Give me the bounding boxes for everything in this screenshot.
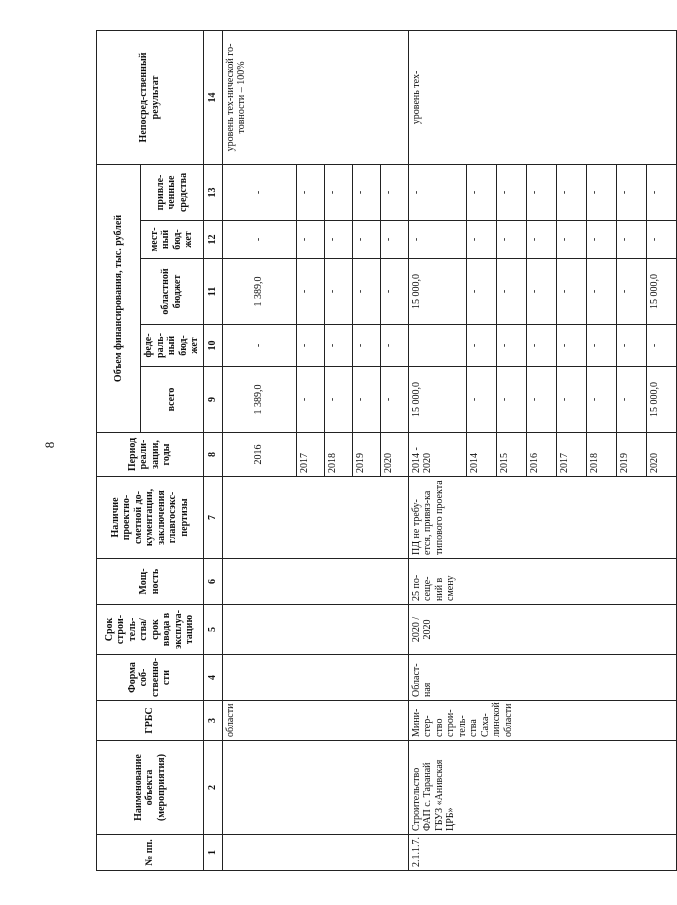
attracted-cell: - <box>324 164 352 220</box>
period-cell: 2020 <box>646 433 676 477</box>
total-cell: - <box>556 367 586 433</box>
rotated-table-frame <box>96 31 660 871</box>
total-cell: - <box>352 367 380 433</box>
regional-cell: - <box>496 259 526 325</box>
period-cell: 2018 <box>324 433 352 477</box>
total-cell: - <box>586 367 616 433</box>
total-cell: - <box>616 367 646 433</box>
column-number: 8 <box>203 433 222 477</box>
total-cell: - <box>324 367 352 433</box>
header-design-docs: Наличие проектно-сметной до-кументации, заключения главгосэкс-пертизы <box>97 477 204 559</box>
federal-cell: - <box>466 325 496 367</box>
total-cell: - <box>526 367 556 433</box>
period-cell: 2018 <box>586 433 616 477</box>
column-number: 7 <box>203 477 222 559</box>
local-cell: - <box>556 221 586 259</box>
total-cell: - <box>496 367 526 433</box>
total-cell: 15 000,0 <box>646 367 676 433</box>
period-cell: 2019 <box>616 433 646 477</box>
period-cell: 2015 <box>496 433 526 477</box>
local-cell: - <box>496 221 526 259</box>
row-number-cell: 2.1.1.7. <box>408 835 676 871</box>
total-cell: - <box>466 367 496 433</box>
attracted-cell: - <box>496 164 526 220</box>
header-object-name: Наименование объекта (мероприятия) <box>97 741 204 835</box>
period-cell: 2017 <box>296 433 324 477</box>
regional-cell: 15 000,0 <box>646 259 676 325</box>
local-cell: - <box>466 221 496 259</box>
federal-cell: - <box>352 325 380 367</box>
column-number: 12 <box>203 221 222 259</box>
attracted-cell: - <box>586 164 616 220</box>
local-cell: - <box>324 221 352 259</box>
column-number: 3 <box>203 701 222 741</box>
regional-cell: - <box>526 259 556 325</box>
result-cell: уровень тех- <box>408 30 676 164</box>
local-cell: - <box>352 221 380 259</box>
federal-cell: - <box>526 325 556 367</box>
header-result: Непосред-ственный результат <box>97 30 204 164</box>
period-cell: 2014 <box>466 433 496 477</box>
attracted-cell: - <box>380 164 408 220</box>
attracted-cell: - <box>466 164 496 220</box>
local-cell: - <box>646 221 676 259</box>
federal-cell <box>408 325 466 367</box>
design-docs-cell: ПД не требу-ется, привяз-ка типового проекта <box>408 477 676 559</box>
federal-cell: - <box>586 325 616 367</box>
header-federal: феде-раль-ный бюд-жет <box>141 325 204 367</box>
local-cell: - <box>380 221 408 259</box>
column-number-row <box>203 30 222 870</box>
period-cell: 2017 <box>556 433 586 477</box>
grbs-cell: области <box>222 701 408 741</box>
header-local: мест-ный бюд-жет <box>141 221 204 259</box>
attracted-cell: - <box>352 164 380 220</box>
period-cell: 2019 <box>352 433 380 477</box>
header-term: Срок строи-тель-ства/срок ввода в эксплуа-тацию <box>97 605 204 655</box>
local-cell: - <box>616 221 646 259</box>
column-number: 9 <box>203 367 222 433</box>
period-cell: 2020 <box>380 433 408 477</box>
object-name-cell <box>222 741 408 835</box>
attracted-cell: - <box>296 164 324 220</box>
capacity-cell <box>222 559 408 605</box>
column-number: 6 <box>203 559 222 605</box>
column-number: 5 <box>203 605 222 655</box>
column-number: 11 <box>203 259 222 325</box>
attracted-cell: - <box>408 164 466 220</box>
attracted-cell: - <box>646 164 676 220</box>
regional-cell: - <box>556 259 586 325</box>
term-cell <box>222 605 408 655</box>
header-row-1 <box>97 30 141 870</box>
regional-cell: - <box>616 259 646 325</box>
ownership-cell: Област-ная <box>408 655 676 701</box>
period-cell: 2016 <box>526 433 556 477</box>
regional-cell: - <box>586 259 616 325</box>
regional-cell: - <box>324 259 352 325</box>
column-number: 4 <box>203 655 222 701</box>
header-attracted: привле-ченные средства <box>141 164 204 220</box>
local-cell: - <box>408 221 466 259</box>
federal-cell: - <box>380 325 408 367</box>
column-number: 2 <box>203 741 222 835</box>
grbs-cell: Мини-стер-ство строи-тель-ства Саха-линской области <box>408 701 676 741</box>
header-number: № пп. <box>97 835 204 871</box>
attracted-cell: - <box>222 164 296 220</box>
header-grbs: ГРБС <box>97 701 204 741</box>
federal-cell: - <box>646 325 676 367</box>
design-docs-cell <box>222 477 408 559</box>
attracted-cell: - <box>616 164 646 220</box>
total-cell: - <box>296 367 324 433</box>
local-cell: - <box>222 221 296 259</box>
federal-cell: - <box>496 325 526 367</box>
header-capacity: Мощ-ность <box>97 559 204 605</box>
regional-cell: - <box>352 259 380 325</box>
header-funding-group: Объем финансирования, тыс. рублей <box>97 164 141 432</box>
total-cell: 15 000,0 <box>408 367 466 433</box>
federal-cell: - <box>222 325 296 367</box>
capacity-cell: 25 по-сеще-ний в смену <box>408 559 676 605</box>
federal-cell: - <box>616 325 646 367</box>
column-number: 14 <box>203 30 222 164</box>
table-row <box>408 30 466 870</box>
local-cell: - <box>296 221 324 259</box>
regional-cell: 15 000,0 <box>408 259 466 325</box>
attracted-cell: - <box>526 164 556 220</box>
financing-table <box>96 30 677 871</box>
total-cell: 1 389,0 <box>222 367 296 433</box>
period-cell: 2016 <box>222 433 296 477</box>
period-cell: 2014 - 2020 <box>408 433 466 477</box>
table-row <box>222 30 296 870</box>
column-number: 13 <box>203 164 222 220</box>
header-regional: областной бюджет <box>141 259 204 325</box>
regional-cell: 1 389,0 <box>222 259 296 325</box>
total-cell: - <box>380 367 408 433</box>
local-cell: - <box>586 221 616 259</box>
column-number: 1 <box>203 835 222 871</box>
federal-cell: - <box>296 325 324 367</box>
table-container <box>96 31 660 871</box>
regional-cell: - <box>296 259 324 325</box>
result-cell: уровень тех-нической го-товности – 100% <box>222 30 408 164</box>
column-number: 10 <box>203 325 222 367</box>
regional-cell: - <box>380 259 408 325</box>
attracted-cell: - <box>556 164 586 220</box>
term-cell: 2020 / 2020 <box>408 605 676 655</box>
object-name-cell: Строительство ФАП с. Таранай ГБУЗ «Анивская ЦРБ» <box>408 741 676 835</box>
local-cell: - <box>526 221 556 259</box>
regional-cell: - <box>466 259 496 325</box>
header-period: Период реали-зации, годы <box>97 433 204 477</box>
row-number-cell <box>222 835 408 871</box>
ownership-cell <box>222 655 408 701</box>
header-total: всего <box>141 367 204 433</box>
page-number: 8 <box>42 441 57 449</box>
federal-cell: - <box>556 325 586 367</box>
federal-cell: - <box>324 325 352 367</box>
header-ownership: Форма соб-ственно-сти <box>97 655 204 701</box>
